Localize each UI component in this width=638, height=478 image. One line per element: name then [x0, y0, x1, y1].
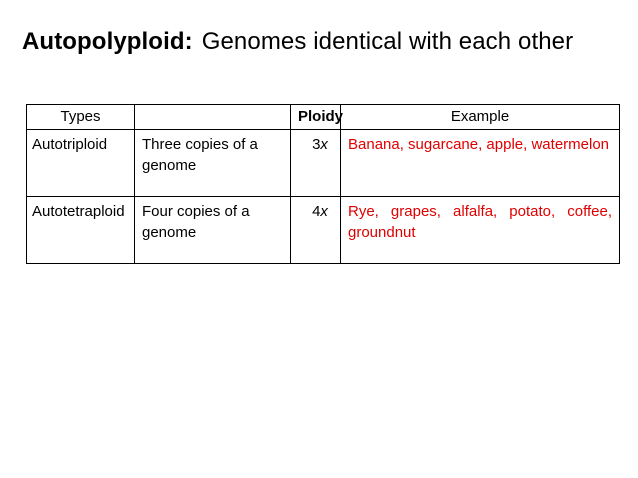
ploidy-x: x: [320, 203, 328, 220]
ploidy-table: [26, 104, 620, 264]
table-row-autotetraploid: [27, 197, 620, 264]
cell-example: Rye, grapes, alfalfa, potato, coffee, groundnut: [341, 197, 620, 264]
slide-title: [22, 28, 573, 56]
cell-example: Banana, sugarcane, apple, watermelon: [341, 130, 620, 197]
title-rest: Genomes identical with each other: [201, 28, 574, 55]
header-types: Types: [27, 105, 135, 130]
cell-type: Autotetraploid: [27, 197, 135, 264]
header-example: Example: [341, 105, 620, 130]
cell-description: Four copies of a genome: [135, 197, 291, 264]
ploidy-number: 4: [312, 203, 321, 220]
title-bold-part: Autopolyploid:: [22, 28, 193, 55]
table-header-row: [27, 105, 620, 130]
table-row-autotriploid: [27, 130, 620, 197]
ploidy-number: 3: [312, 136, 321, 153]
ploidy-x: x: [320, 136, 328, 153]
cell-description: Three copies of a genome: [135, 130, 291, 197]
header-description: [135, 105, 291, 130]
cell-ploidy: [291, 130, 341, 197]
cell-ploidy: [291, 197, 341, 264]
cell-type: Autotriploid: [27, 130, 135, 197]
header-ploidy: Ploidy: [291, 105, 341, 130]
